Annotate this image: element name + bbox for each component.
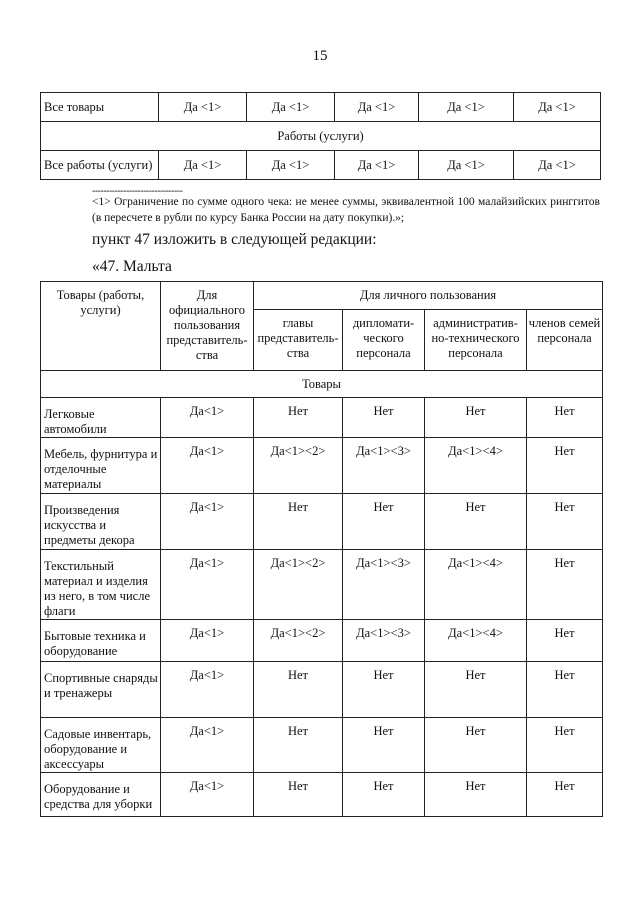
table-cell: Да <1> bbox=[335, 151, 419, 180]
table-cell: Нет bbox=[254, 494, 343, 550]
header-head-of-mission: главы представитель-ства bbox=[254, 310, 343, 371]
table-cell: Нет bbox=[425, 494, 527, 550]
table-cell: Да<1><3> bbox=[343, 620, 425, 662]
header-personal-use: Для личного пользования bbox=[254, 282, 603, 310]
table-row bbox=[41, 494, 603, 550]
table-cell: Нет bbox=[527, 438, 603, 494]
table-cell: Да <1> bbox=[514, 93, 601, 122]
section-title: «47. Мальта bbox=[92, 258, 172, 275]
table-cell: Нет bbox=[527, 398, 603, 438]
header-official: Для официального пользования представитель-ства bbox=[161, 282, 254, 371]
table-cell: Нет bbox=[425, 718, 527, 773]
header-diplomatic-staff: дипломати-ческого персонала bbox=[343, 310, 425, 371]
top-table bbox=[40, 92, 601, 180]
table-cell: Нет bbox=[343, 773, 425, 817]
table-row bbox=[41, 718, 603, 773]
table-cell: Нет bbox=[425, 398, 527, 438]
row-label: Текстильный материал и изделия из него, в том числе флаги bbox=[41, 550, 161, 620]
table-cell: Да<1><4> bbox=[425, 438, 527, 494]
table-row bbox=[41, 151, 601, 180]
section-label: Работы (услуги) bbox=[41, 122, 601, 151]
row-label: Садовые инвентарь, оборудование и аксессуары bbox=[41, 718, 161, 773]
table-cell: Да <1> bbox=[419, 151, 514, 180]
table-row bbox=[41, 438, 603, 494]
table-cell: Да<1><2> bbox=[254, 620, 343, 662]
table-cell: Да <1> bbox=[335, 93, 419, 122]
table-cell: Нет bbox=[254, 718, 343, 773]
table-cell: Да <1> bbox=[247, 151, 335, 180]
table-cell: Нет bbox=[425, 662, 527, 718]
table-cell: Да <1> bbox=[159, 151, 247, 180]
table-cell: Да<1> bbox=[161, 718, 254, 773]
row-label: Оборудование и средства для уборки bbox=[41, 773, 161, 817]
table-cell: Нет bbox=[527, 620, 603, 662]
row-label: Бытовые техника и оборудование bbox=[41, 620, 161, 662]
footnote-separator: -------------------------------- bbox=[92, 186, 183, 197]
table-cell: Да<1> bbox=[161, 398, 254, 438]
table-cell: Нет bbox=[254, 398, 343, 438]
table-cell: Да<1> bbox=[161, 773, 254, 817]
table-cell: Нет bbox=[527, 550, 603, 620]
table-cell: Да<1> bbox=[161, 438, 254, 494]
row-label: Все работы (услуги) bbox=[41, 151, 159, 180]
table-cell: Нет bbox=[425, 773, 527, 817]
table-cell: Нет bbox=[527, 494, 603, 550]
header-goods: Товары (работы, услуги) bbox=[41, 282, 161, 371]
footnote: <1> Ограничение по сумме одного чека: не менее суммы, эквивалентной 100 малайзийских ринггитов (в пересчете в рубли по курсу Банка России на дату покупки).»; bbox=[92, 196, 600, 224]
table-row bbox=[41, 93, 601, 122]
goods-section-label: Товары bbox=[41, 371, 603, 398]
table-cell: Да <1> bbox=[419, 93, 514, 122]
header-row bbox=[41, 282, 603, 310]
table-row bbox=[41, 773, 603, 817]
table-cell: Да<1><2> bbox=[254, 438, 343, 494]
table-cell: Нет bbox=[527, 662, 603, 718]
table-row bbox=[41, 620, 603, 662]
table-cell: Нет bbox=[343, 494, 425, 550]
table-cell: Да<1><3> bbox=[343, 550, 425, 620]
row-label: Спортивные снаряды и тренажеры bbox=[41, 662, 161, 718]
table-cell: Да <1> bbox=[514, 151, 601, 180]
row-label: Все товары bbox=[41, 93, 159, 122]
table-row bbox=[41, 550, 603, 620]
table-cell: Да<1> bbox=[161, 494, 254, 550]
table-cell: Да<1> bbox=[161, 662, 254, 718]
table-cell: Да<1><4> bbox=[425, 550, 527, 620]
table-cell: Да <1> bbox=[159, 93, 247, 122]
table-cell: Нет bbox=[527, 718, 603, 773]
header-family-members: членов семей персонала bbox=[527, 310, 603, 371]
table-cell: Нет bbox=[254, 773, 343, 817]
table-cell: Да<1><3> bbox=[343, 438, 425, 494]
table-cell: Нет bbox=[254, 662, 343, 718]
table-cell: Нет bbox=[343, 718, 425, 773]
table-cell: Нет bbox=[343, 662, 425, 718]
table-cell: Да<1> bbox=[161, 550, 254, 620]
row-label: Легковые автомобили bbox=[41, 398, 161, 438]
instruction-text: пункт 47 изложить в следующей редакции: bbox=[92, 231, 377, 248]
table-cell: Нет bbox=[343, 398, 425, 438]
goods-section-row bbox=[41, 371, 603, 398]
main-table bbox=[40, 281, 603, 817]
table-row bbox=[41, 662, 603, 718]
header-admin-staff: административ-но-технического персонала bbox=[425, 310, 527, 371]
table-cell: Нет bbox=[527, 773, 603, 817]
row-label: Произведения искусства и предметы декора bbox=[41, 494, 161, 550]
table-cell: Да <1> bbox=[247, 93, 335, 122]
table-cell: Да<1> bbox=[161, 620, 254, 662]
table-section-row bbox=[41, 122, 601, 151]
table-row bbox=[41, 398, 603, 438]
row-label: Мебель, фурнитура и отделочные материалы bbox=[41, 438, 161, 494]
table-cell: Да<1><2> bbox=[254, 550, 343, 620]
table-cell: Да<1><4> bbox=[425, 620, 527, 662]
page-number: 15 bbox=[312, 48, 328, 64]
